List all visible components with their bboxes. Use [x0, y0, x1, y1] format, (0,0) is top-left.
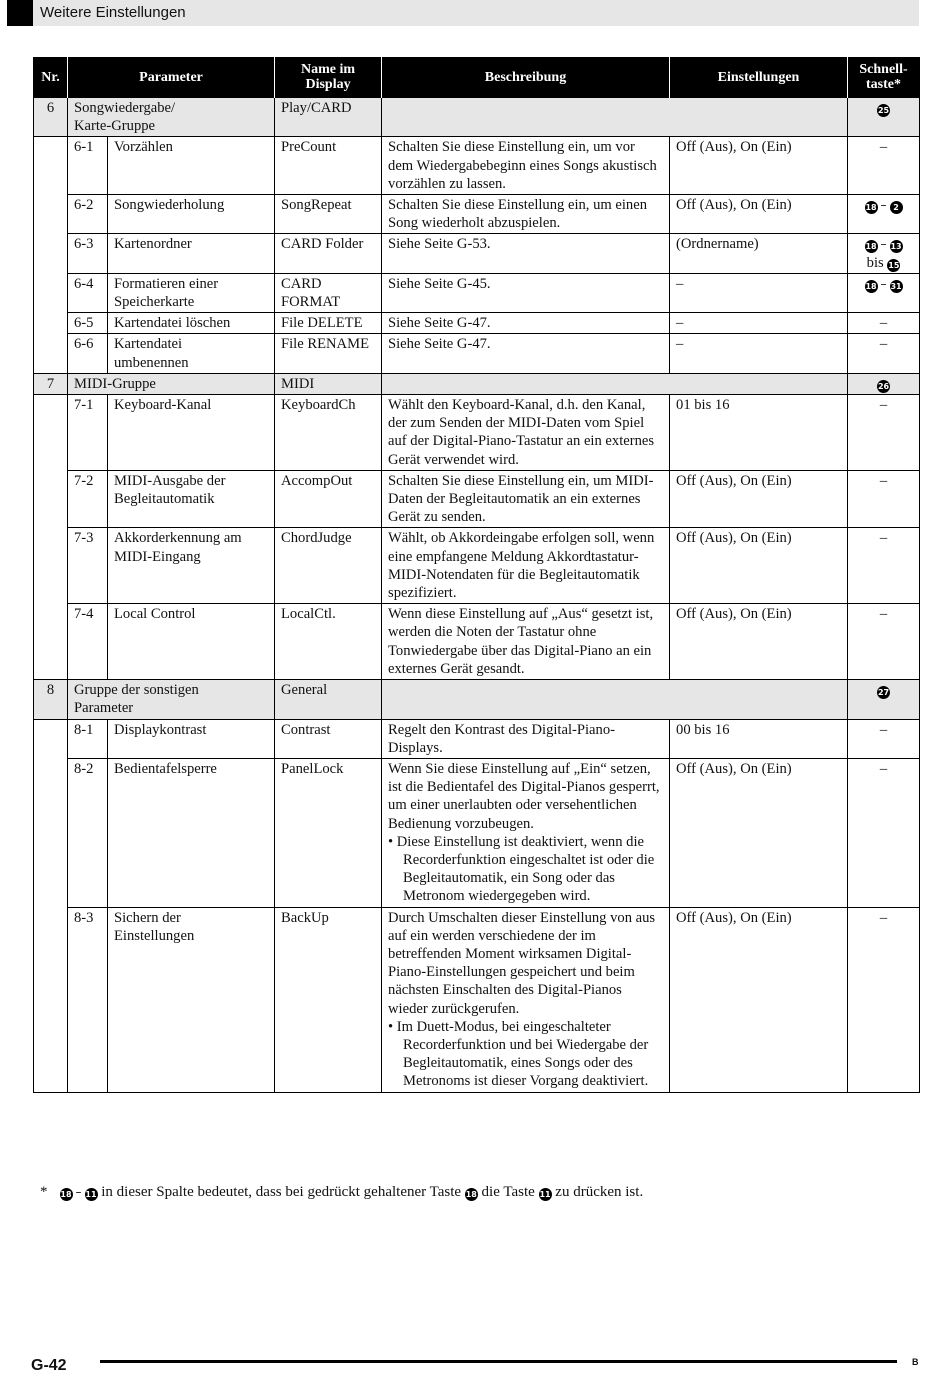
group-key — [848, 373, 920, 394]
row-key: – — [848, 470, 920, 528]
row-settings: Off (Aus), On (Ein) — [670, 758, 848, 907]
row-param: Bedientafelsperre — [108, 758, 275, 907]
page-title: Weitere Einstellungen — [40, 4, 186, 21]
table-row — [34, 907, 920, 1092]
row-desc: Regelt den Kontrast des Digital-Piano-Displays. — [382, 719, 670, 758]
row-desc: Durch Umschalten dieser Einstellung von aus auf ein werden verschiedene der im betreffenden Moment wirksamen Digital-Piano-Einstellungen gespeichert und beim nächsten Einschalten des Digital-Pianos wieder zurückgerufen. • Im Duett-Modus, bei eingeschalteter Recorderfunktion und bei Wiedergabe der Begleitautomatik, eines Songs oder des Metronoms ist dieser Vorgang deaktiviert. — [382, 907, 670, 1092]
row-settings: Off (Aus), On (Ein) — [670, 528, 848, 604]
row-key: – — [848, 137, 920, 195]
parameter-table — [33, 57, 920, 1093]
row-display: BackUp — [275, 907, 382, 1092]
row-id: 6-4 — [68, 273, 108, 312]
row-display: CARD FORMAT — [275, 273, 382, 312]
group-key — [848, 98, 920, 137]
row-key: 18 – 13 bis 15 — [848, 234, 920, 273]
row-desc: Schalten Sie diese Einstellung ein, um vor dem Wiedergabebeginn eines Songs akustisch vorzählen zu lassen. — [382, 137, 670, 195]
table-row — [34, 758, 920, 907]
group-indent — [34, 395, 68, 680]
row-param: Local Control — [108, 604, 275, 680]
key-circle-icon: 15 — [888, 260, 900, 270]
row-display: AccompOut — [275, 470, 382, 528]
row-settings: (Ordnername) — [670, 234, 848, 273]
group-name: MIDI-Gruppe — [68, 373, 275, 394]
row-id: 8-3 — [68, 907, 108, 1092]
row-display: Contrast — [275, 719, 382, 758]
group-indent — [34, 719, 68, 1092]
row-desc: Siehe Seite G-45. — [382, 273, 670, 312]
row-id: 6-5 — [68, 313, 108, 334]
row-desc: Wählt den Keyboard-Kanal, d.h. den Kanal, der zum Senden der MIDI-Daten vom Spiel auf der Digital-Piano-Tastatur an ein externes Gerät verwendet wird. — [382, 395, 670, 471]
row-id: 6-3 — [68, 234, 108, 273]
col-parameter: Parameter — [68, 57, 275, 98]
key-circle-icon: 18 — [465, 1190, 477, 1199]
row-param: Kartenordner — [108, 234, 275, 273]
row-param: Displaykontrast — [108, 719, 275, 758]
row-display: SongRepeat — [275, 195, 382, 234]
col-settings: Einstellungen — [670, 57, 848, 98]
row-settings: Off (Aus), On (Ein) — [670, 907, 848, 1092]
row-display: ChordJudge — [275, 528, 382, 604]
footer-mark: B — [912, 1357, 919, 1367]
row-key: – — [848, 528, 920, 604]
row-key: 18 – 31 — [848, 273, 920, 312]
group-key — [848, 680, 920, 719]
table-row — [34, 137, 920, 195]
bullet-note: • Im Duett-Modus, bei eingeschalteter Recorderfunktion und bei Wiedergabe der Begleitautomatik, eines Songs oder des Metronoms ist dieser Vorgang deaktiviert. — [388, 1018, 649, 1090]
group-spacer — [382, 373, 848, 394]
row-id: 8-1 — [68, 719, 108, 758]
group-nr: 7 — [34, 373, 68, 394]
row-key: – — [848, 758, 920, 907]
key-circle-icon: 27 — [877, 688, 890, 698]
table-row — [34, 719, 920, 758]
table-row — [34, 528, 920, 604]
row-key: 18 – 2 — [848, 195, 920, 234]
row-desc: Siehe Seite G-47. — [382, 334, 670, 373]
header-marker — [7, 0, 33, 26]
key-circle-icon: 18 — [865, 203, 877, 213]
row-settings: – — [670, 334, 848, 373]
key-circle-icon: 13 — [890, 242, 902, 252]
table-row — [34, 195, 920, 234]
group-row-6 — [34, 98, 920, 137]
group-display: MIDI — [275, 373, 382, 394]
col-nr: Nr. — [34, 57, 68, 98]
table-row — [34, 313, 920, 334]
col-description: Beschreibung — [382, 57, 670, 98]
row-settings: Off (Aus), On (Ein) — [670, 604, 848, 680]
group-nr: 6 — [34, 98, 68, 137]
row-key: – — [848, 313, 920, 334]
row-id: 6-1 — [68, 137, 108, 195]
row-param: Songwiederholung — [108, 195, 275, 234]
row-desc: Wählt, ob Akkordeingabe erfolgen soll, wenn eine empfangene Meldung Akkordtastatur-MIDI-Notendaten für die Begleitautomatik spezifiziert. — [382, 528, 670, 604]
row-param: Vorzählen — [108, 137, 275, 195]
table-row — [34, 395, 920, 471]
group-spacer — [382, 680, 848, 719]
row-param: Formatieren einer Speicherkarte — [108, 273, 275, 312]
row-id: 6-2 — [68, 195, 108, 234]
key-circle-icon: 11 — [85, 1190, 97, 1199]
table-header-row — [34, 57, 920, 98]
row-key: – — [848, 719, 920, 758]
footer-rule — [100, 1360, 897, 1363]
key-circle-icon: 18 — [865, 242, 877, 252]
row-desc: Wenn diese Einstellung auf „Aus“ gesetzt ist, werden die Noten der Tastatur ohne Tonwiedergabe über das Digital-Piano an ein externes Gerät gesandt. — [382, 604, 670, 680]
row-param: MIDI-Ausgabe der Begleitautomatik — [108, 470, 275, 528]
row-display: PreCount — [275, 137, 382, 195]
row-display: KeyboardCh — [275, 395, 382, 471]
row-display: PanelLock — [275, 758, 382, 907]
group-name: Gruppe der sonstigen Parameter — [68, 680, 275, 719]
group-display: Play/CARD — [275, 98, 382, 137]
table-row — [34, 470, 920, 528]
row-id: 6-6 — [68, 334, 108, 373]
row-settings: – — [670, 313, 848, 334]
key-circle-icon: 18 — [865, 281, 877, 291]
row-settings: Off (Aus), On (Ein) — [670, 137, 848, 195]
row-key: – — [848, 334, 920, 373]
table-row — [34, 234, 920, 273]
row-desc: Schalten Sie diese Einstellung ein, um einen Song wiederholt abzuspielen. — [382, 195, 670, 234]
group-row-7 — [34, 373, 920, 394]
row-settings: Off (Aus), On (Ein) — [670, 195, 848, 234]
key-circle-icon: 11 — [539, 1190, 551, 1199]
row-display: LocalCtl. — [275, 604, 382, 680]
row-id: 7-4 — [68, 604, 108, 680]
group-indent — [34, 137, 68, 373]
row-id: 7-1 — [68, 395, 108, 471]
table-row — [34, 273, 920, 312]
row-settings: – — [670, 273, 848, 312]
row-desc: Wenn Sie diese Einstellung auf „Ein“ setzen, ist die Bedientafel des Digital-Pianos gesperrt, um einer unerlaubten oder versehentlichen Bedienung vorzubeugen. • Diese Einstellung ist deaktiviert, wenn die Recorderfunktion eingeschaltet ist oder die Begleitautomatik, ein Song oder das Metronom wiedergegeben wird. — [382, 758, 670, 907]
row-key: – — [848, 395, 920, 471]
table-row — [34, 604, 920, 680]
row-id: 7-3 — [68, 528, 108, 604]
row-id: 7-2 — [68, 470, 108, 528]
row-desc: Siehe Seite G-53. — [382, 234, 670, 273]
row-param: Sichern der Einstellungen — [108, 907, 275, 1092]
key-circle-icon: 31 — [890, 281, 902, 291]
row-desc: Schalten Sie diese Einstellung ein, um MIDI-Daten der Begleitautomatik an ein externes Gerät zu senden. — [382, 470, 670, 528]
row-settings: 00 bis 16 — [670, 719, 848, 758]
col-shortcut: Schnell- taste* — [848, 57, 920, 98]
group-row-8 — [34, 680, 920, 719]
row-param: Keyboard-Kanal — [108, 395, 275, 471]
row-display: CARD Folder — [275, 234, 382, 273]
row-settings: Off (Aus), On (Ein) — [670, 470, 848, 528]
key-circle-icon: 26 — [877, 381, 890, 391]
row-param: Kartendatei umbenennen — [108, 334, 275, 373]
row-desc: Siehe Seite G-47. — [382, 313, 670, 334]
row-id: 8-2 — [68, 758, 108, 907]
table-row — [34, 334, 920, 373]
row-settings: 01 bis 16 — [670, 395, 848, 471]
row-key: – — [848, 907, 920, 1092]
col-display: Name im Display — [275, 57, 382, 98]
row-key: – — [848, 604, 920, 680]
bullet-note: • Diese Einstellung ist deaktiviert, wenn die Recorderfunktion eingeschaltet ist oder die Begleitautomatik, ein Song oder das Metronom wiedergegeben wird. — [388, 833, 655, 905]
group-display: General — [275, 680, 382, 719]
key-circle-icon: 2 — [890, 201, 903, 214]
row-param: Akkorderkennung am MIDI-Eingang — [108, 528, 275, 604]
key-circle-icon: 18 — [60, 1190, 72, 1199]
row-display: File DELETE — [275, 313, 382, 334]
page-number: G-42 — [31, 1357, 67, 1374]
group-nr: 8 — [34, 680, 68, 719]
key-circle-icon: 25 — [877, 106, 890, 115]
footnote: * 18 – 11 in dieser Spalte bedeutet, dass bei gedrückt gehaltener Taste 18 die Taste 11 zu drücken ist. — [40, 1184, 644, 1200]
group-spacer — [382, 98, 848, 137]
group-name: Songwiedergabe/ Karte-Gruppe — [68, 98, 275, 137]
row-param: Kartendatei löschen — [108, 313, 275, 334]
row-display: File RENAME — [275, 334, 382, 373]
